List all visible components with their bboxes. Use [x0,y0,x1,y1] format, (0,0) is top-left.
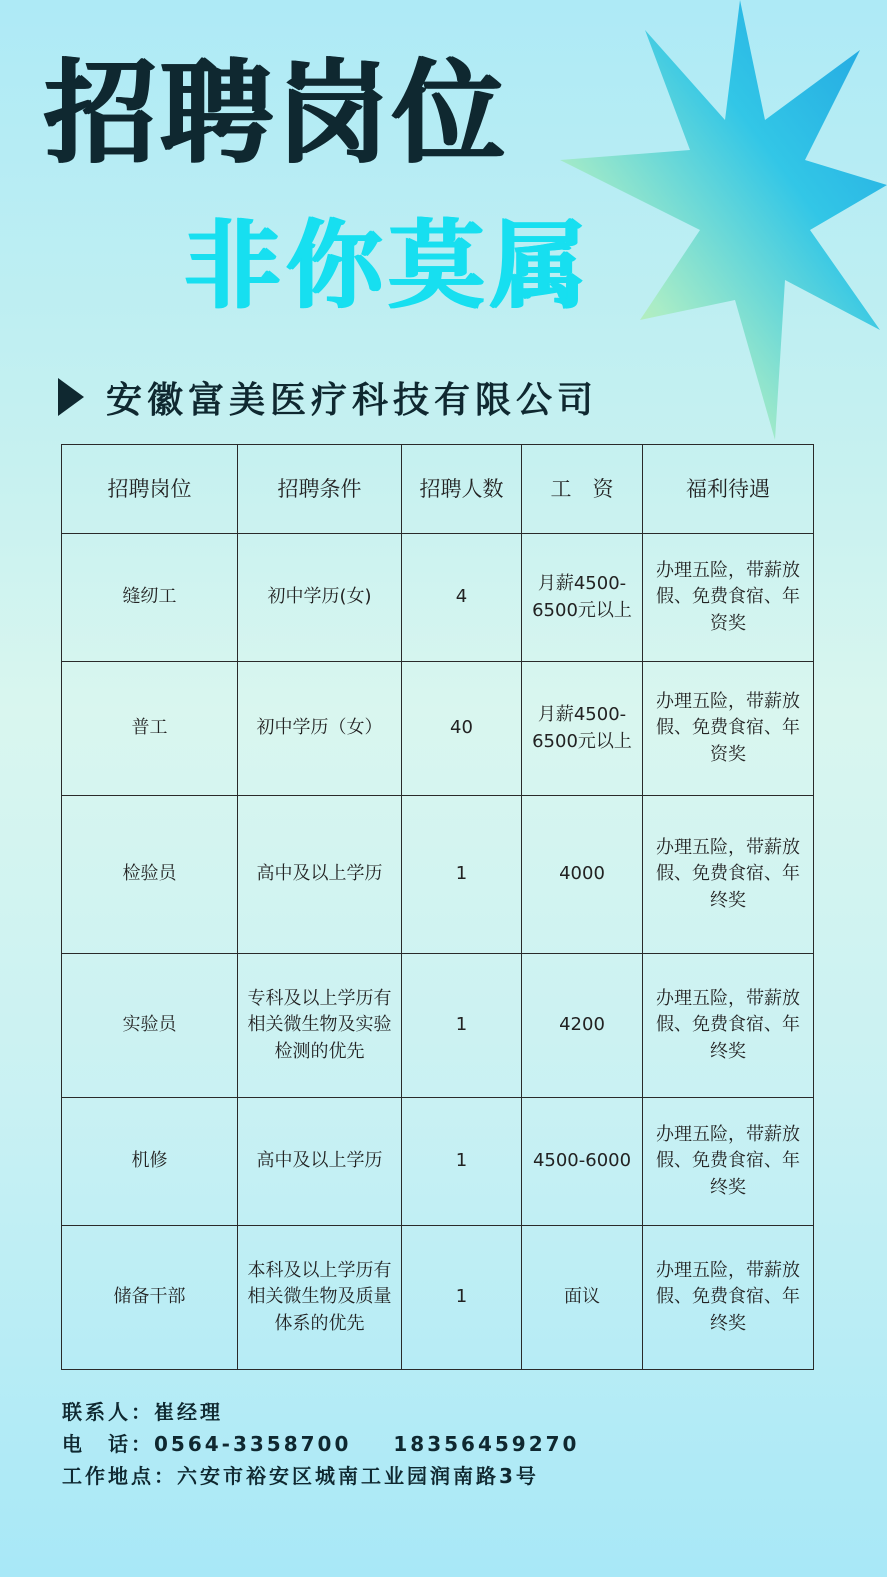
poster-title: 招聘岗位 [44,49,508,179]
cell-benefits: 办理五险，带薪放假、免费食宿、年终奖 [643,796,814,954]
cell-requirements: 初中学历(女) [238,534,402,662]
contact-person-name: 崔经理 [154,1400,223,1424]
contact-address-label: 工作地点： [62,1464,177,1488]
header-headcount: 招聘人数 [402,445,522,534]
cell-position: 缝纫工 [62,534,238,662]
cell-requirements: 本科及以上学历有相关微生物及质量体系的优先 [238,1226,402,1370]
cell-position: 储备干部 [62,1226,238,1370]
cell-position: 检验员 [62,796,238,954]
table-row [62,1098,814,1226]
cell-position: 普工 [62,662,238,796]
cell-headcount: 1 [402,1098,522,1226]
cell-salary: 4000 [522,796,643,954]
poster-subtitle: 非你莫属 [184,210,592,322]
table-row [62,662,814,796]
cell-benefits: 办理五险，带薪放假、免费食宿、年终奖 [643,1098,814,1226]
cell-headcount: 40 [402,662,522,796]
cell-headcount: 4 [402,534,522,662]
cell-benefits: 办理五险，带薪放假、免费食宿、年终奖 [643,954,814,1098]
header-position: 招聘岗位 [62,445,238,534]
cell-headcount: 1 [402,954,522,1098]
contact-address [62,1466,539,1486]
contact-phone-1: 0564-3358700 [154,1432,352,1456]
cell-requirements: 专科及以上学历有相关微生物及实验检测的优先 [238,954,402,1098]
table-row [62,534,814,662]
header-salary: 工 资 [522,445,643,534]
triangle-bullet-icon [58,378,84,416]
cell-salary: 4500-6000 [522,1098,643,1226]
cell-position: 机修 [62,1098,238,1226]
cell-salary: 4200 [522,954,643,1098]
cell-salary: 面议 [522,1226,643,1370]
cell-headcount: 1 [402,796,522,954]
header-benefits: 福利待遇 [643,445,814,534]
cell-salary: 月薪4500-6500元以上 [522,662,643,796]
cell-salary: 月薪4500-6500元以上 [522,534,643,662]
contact-phone [62,1434,579,1454]
contact-phone-label: 电 话： [62,1432,154,1456]
contact-phone-2: 18356459270 [393,1432,580,1456]
company-heading [58,372,598,422]
cell-requirements: 初中学历（女） [238,662,402,796]
header-requirements: 招聘条件 [238,445,402,534]
cell-headcount: 1 [402,1226,522,1370]
cell-benefits: 办理五险，带薪放假、免费食宿、年资奖 [643,534,814,662]
company-name: 安徽富美医疗科技有限公司 [106,379,599,421]
contact-person [62,1402,223,1422]
contact-person-label: 联系人： [62,1400,154,1424]
table-row [62,954,814,1098]
jobs-table [61,444,814,1370]
star-decoration [560,0,887,440]
cell-requirements: 高中及以上学历 [238,1098,402,1226]
cell-benefits: 办理五险，带薪放假、免费食宿、年资奖 [643,662,814,796]
table-header-row [62,445,814,534]
cell-benefits: 办理五险，带薪放假、免费食宿、年终奖 [643,1226,814,1370]
cell-position: 实验员 [62,954,238,1098]
table-row [62,796,814,954]
table-row [62,1226,814,1370]
contact-address-value: 六安市裕安区城南工业园润南路3号 [177,1464,539,1488]
cell-requirements: 高中及以上学历 [238,796,402,954]
